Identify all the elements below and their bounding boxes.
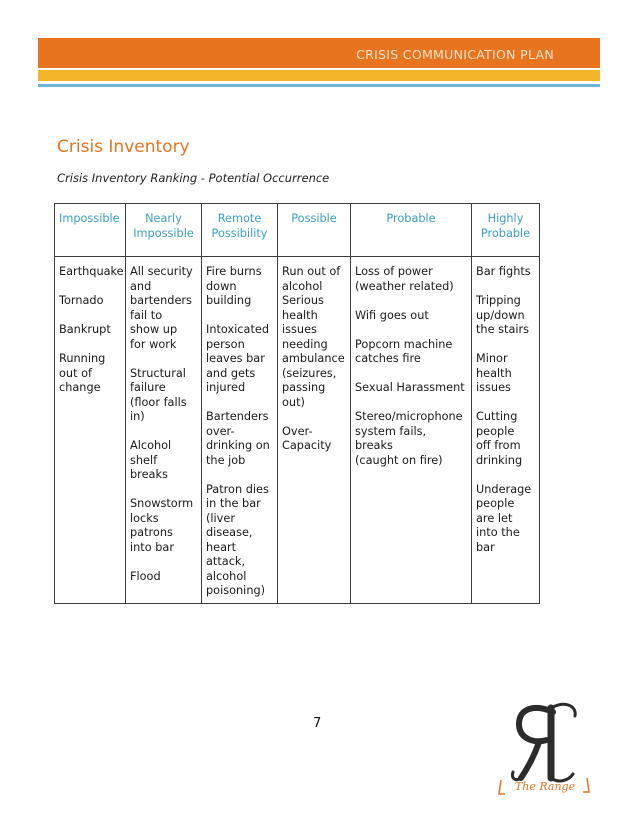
crisis-item: Loss of power (weather related)	[355, 265, 454, 293]
header-stripe-yellow	[38, 70, 600, 81]
crisis-item: Wifi goes out	[355, 308, 429, 322]
crisis-item: Snowstorm locks patrons into bar	[130, 497, 194, 554]
table-header-row	[55, 204, 540, 257]
table-cell-impossible	[55, 257, 126, 604]
crisis-item: Tripping up/down the stairs	[476, 294, 530, 336]
crisis-item: Bar fights	[476, 265, 531, 278]
crisis-item: Over- Capacity	[282, 424, 332, 452]
section-title: Crisis Inventory	[57, 137, 190, 157]
table-cell-highly-probable	[472, 257, 540, 604]
crisis-item: Intoxicated person leaves bar and gets injured	[206, 323, 269, 394]
crisis-item: Stereo/microphone system fails, breaks (caught on fire)	[355, 410, 463, 467]
crisis-item: Underage people are let into the bar	[476, 482, 532, 554]
table-cell-remote-possibility	[202, 257, 278, 604]
crisis-item: Flood	[130, 569, 161, 583]
table-cell-probable	[351, 257, 472, 604]
logo-text: The Range	[514, 780, 576, 793]
table-cell-nearly-impossible	[126, 257, 202, 604]
header-band	[38, 38, 600, 68]
crisis-item: Bankrupt	[59, 323, 111, 336]
crisis-item: Patron dies in the bar (liver disease, heart attack, alcohol poisoning)	[206, 482, 269, 597]
crisis-item: Running out of change	[59, 352, 106, 394]
crisis-item: Popcorn machine catches fire	[355, 337, 453, 365]
crisis-item: Tornado	[59, 294, 104, 307]
crisis-item: Minor health issues	[476, 352, 512, 394]
crisis-item: Earthquake	[59, 265, 124, 278]
column-header: Impossible	[55, 204, 126, 257]
crisis-inventory-table	[54, 203, 540, 604]
document-title: CRISIS COMMUNICATION PLAN	[356, 47, 554, 62]
column-header: Highly Probable	[472, 204, 540, 257]
column-header: Possible	[278, 204, 351, 257]
crisis-item: Run out of alcohol Serious health issues needing ambulance (seizures, passing out)	[282, 265, 345, 409]
stylized-R-logo-icon	[495, 694, 595, 804]
column-header: Probable	[351, 204, 472, 257]
crisis-item: Sexual Harassment	[355, 381, 465, 394]
page-number: 7	[313, 716, 322, 731]
crisis-item: Structural failure (floor falls in)	[130, 366, 187, 423]
crisis-item: All security and bartenders fail to show up for work	[130, 265, 193, 351]
crisis-item: Cutting people off from drinking	[476, 410, 523, 467]
header-stripe-blue	[38, 84, 600, 87]
crisis-item: Alcohol shelf breaks	[130, 439, 172, 481]
column-header: Nearly Impossible	[126, 204, 202, 257]
crisis-item: Fire burns down building	[206, 265, 262, 307]
column-header: Remote Possibility	[202, 204, 278, 257]
section-subtitle: Crisis Inventory Ranking - Potential Occurrence	[57, 171, 330, 185]
table-cell-possible	[278, 257, 351, 604]
crisis-item: Bartenders over- drinking on the job	[206, 410, 270, 467]
table-row	[55, 257, 540, 604]
